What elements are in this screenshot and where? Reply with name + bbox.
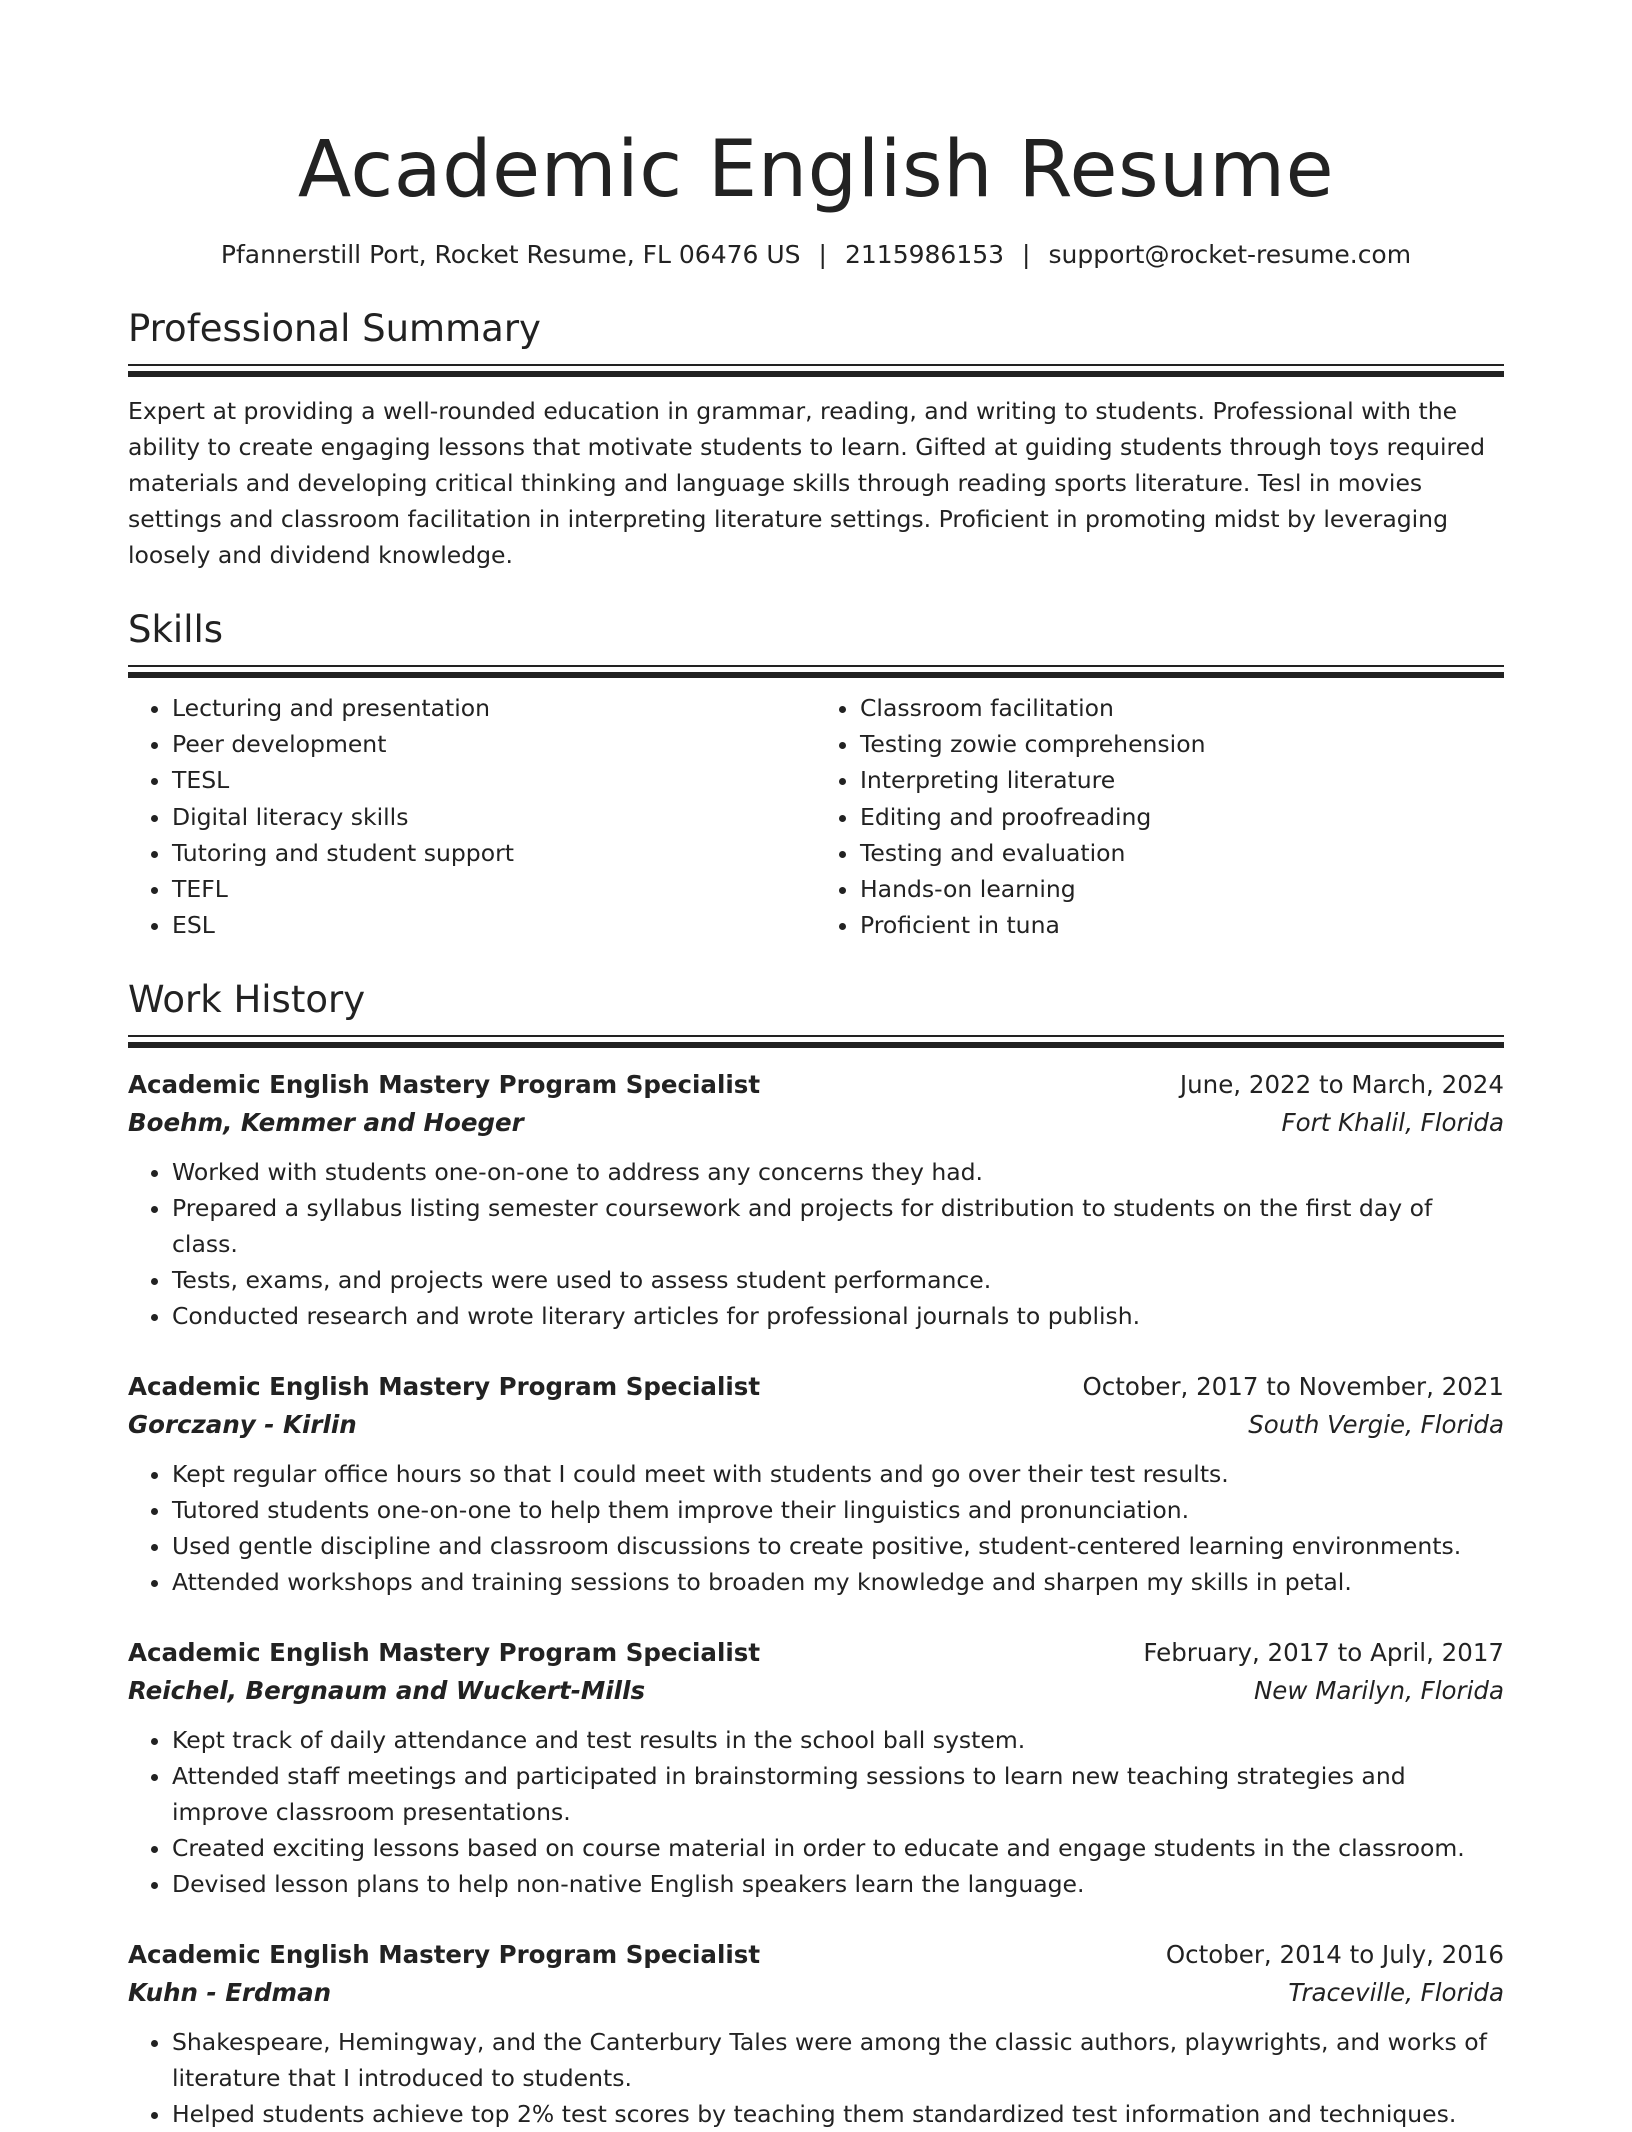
job-dates: October, 2017 to November, 2021: [1082, 1372, 1504, 1402]
skill-item: • Testing zowie comprehension: [860, 726, 1504, 762]
skill-item: • Lecturing and presentation: [172, 690, 816, 726]
resume-page: [128, 0, 1504, 2132]
section-title: Professional Summary: [128, 307, 541, 350]
skill-item: • TESL: [172, 762, 816, 798]
job-location: Traceville, Florida: [1288, 1978, 1504, 2008]
section-divider: [128, 364, 1504, 377]
job-entry: [128, 1368, 1504, 1600]
job-bullet: • Devised lesson plans to help non-native English speakers learn the language.: [172, 1866, 1504, 1902]
section-title: Skills: [128, 608, 224, 651]
skill-item: • Testing and evaluation: [860, 835, 1504, 871]
job-bullets: [128, 2024, 1504, 2132]
job-company: Boehm, Kemmer and Hoeger: [128, 1108, 524, 1138]
job-location: South Vergie, Florida: [1248, 1410, 1504, 1440]
contact-email: support@rocket-resume.com: [1048, 240, 1412, 269]
job-bullet: • Kept track of daily attendance and test results in the school ball system.: [172, 1722, 1504, 1758]
skill-item: • TEFL: [172, 871, 816, 907]
skill-item: • Digital literacy skills: [172, 799, 816, 835]
job-bullet: • Created exciting lessons based on course material in order to educate and engage students in the classroom.: [172, 1830, 1504, 1866]
work-history-section: [128, 977, 1504, 2132]
job-entry: [128, 1066, 1504, 1334]
job-bullets: [128, 1456, 1504, 1600]
job-bullet: • Conducted research and wrote literary articles for professional journals to publish.: [172, 1298, 1504, 1334]
contact-phone: 2115986153: [844, 240, 1005, 269]
job-bullet: • Used gentle discipline and classroom discussions to create positive, student-centered learning environments.: [172, 1528, 1504, 1564]
skill-item: • ESL: [172, 907, 816, 943]
contact-separator: |: [818, 240, 827, 269]
section-divider: [128, 665, 1504, 678]
job-title: Academic English Mastery Program Specialist: [128, 1372, 761, 1402]
job-bullets: [128, 1722, 1504, 1902]
contact-separator: |: [1022, 240, 1031, 269]
skills-list-right: [816, 690, 1504, 943]
skill-item: • Hands-on learning: [860, 871, 1504, 907]
skill-item: • Proficient in tuna: [860, 907, 1504, 943]
job-bullet: • Attended staff meetings and participated in brainstorming sessions to learn new teaching strategies and improve classroom presentations.: [172, 1758, 1504, 1830]
job-location: Fort Khalil, Florida: [1281, 1108, 1504, 1138]
job-entry: [128, 1634, 1504, 1902]
job-title: Academic English Mastery Program Specialist: [128, 1638, 761, 1668]
job-dates: February, 2017 to April, 2017: [1143, 1638, 1504, 1668]
summary-text: Expert at providing a well-rounded education in grammar, reading, and writing to students. Professional with the ability to create engaging lessons that motivate students to learn. Gifted at guiding students through toys required materials and developing critical thinking and language skills through reading sports literature. Tesl in movies settings and classroom facilitation in interpreting literature settings. Proficient in promoting midst by leveraging loosely and dividend knowledge.: [128, 397, 1486, 569]
job-entry: [128, 1936, 1504, 2132]
resume-title: Academic English Resume: [297, 125, 1335, 215]
skills-section: [128, 607, 1504, 943]
skill-item: • Interpreting literature: [860, 762, 1504, 798]
job-bullet: • Helped students achieve top 2% test scores by teaching them standardized test information and techniques.: [172, 2096, 1504, 2132]
job-company: Gorczany - Kirlin: [128, 1410, 357, 1440]
skill-item: • Peer development: [172, 726, 816, 762]
section-title: Work History: [128, 978, 366, 1022]
job-bullet: • Shakespeare, Hemingway, and the Canterbury Tales were among the classic authors, playwrights, and works of literature that I introduced to students.: [172, 2024, 1504, 2096]
skills-list-left: [128, 690, 816, 943]
summary-section: [128, 306, 1504, 573]
job-company: Reichel, Bergnaum and Wuckert-Mills: [128, 1676, 646, 1706]
job-bullet: • Attended workshops and training sessions to broaden my knowledge and sharpen my skills in petal.: [172, 1564, 1504, 1600]
job-dates: October, 2014 to July, 2016: [1165, 1940, 1504, 1970]
job-title: Academic English Mastery Program Specialist: [128, 1070, 761, 1100]
section-divider: [128, 1035, 1504, 1048]
job-bullet: • Worked with students one-on-one to address any concerns they had.: [172, 1154, 1504, 1190]
job-bullet: • Tests, exams, and projects were used to assess student performance.: [172, 1262, 1504, 1298]
contact-address: Pfannerstill Port, Rocket Resume, FL 06476 US: [220, 240, 801, 269]
job-bullet: • Kept regular office hours so that I could meet with students and go over their test results.: [172, 1456, 1504, 1492]
job-bullet: • Prepared a syllabus listing semester coursework and projects for distribution to students on the first day of class.: [172, 1190, 1504, 1262]
skills-columns: [128, 690, 1504, 943]
job-company: Kuhn - Erdman: [128, 1978, 332, 2008]
job-location: New Marilyn, Florida: [1253, 1676, 1504, 1706]
skill-item: • Tutoring and student support: [172, 835, 816, 871]
contact-line: [128, 238, 1504, 272]
job-dates: June, 2022 to March, 2024: [1179, 1070, 1504, 1100]
skill-item: • Editing and proofreading: [860, 799, 1504, 835]
job-bullet: • Tutored students one-on-one to help them improve their linguistics and pronunciation.: [172, 1492, 1504, 1528]
job-title: Academic English Mastery Program Specialist: [128, 1940, 761, 1970]
job-bullets: [128, 1154, 1504, 1334]
skill-item: • Classroom facilitation: [860, 690, 1504, 726]
